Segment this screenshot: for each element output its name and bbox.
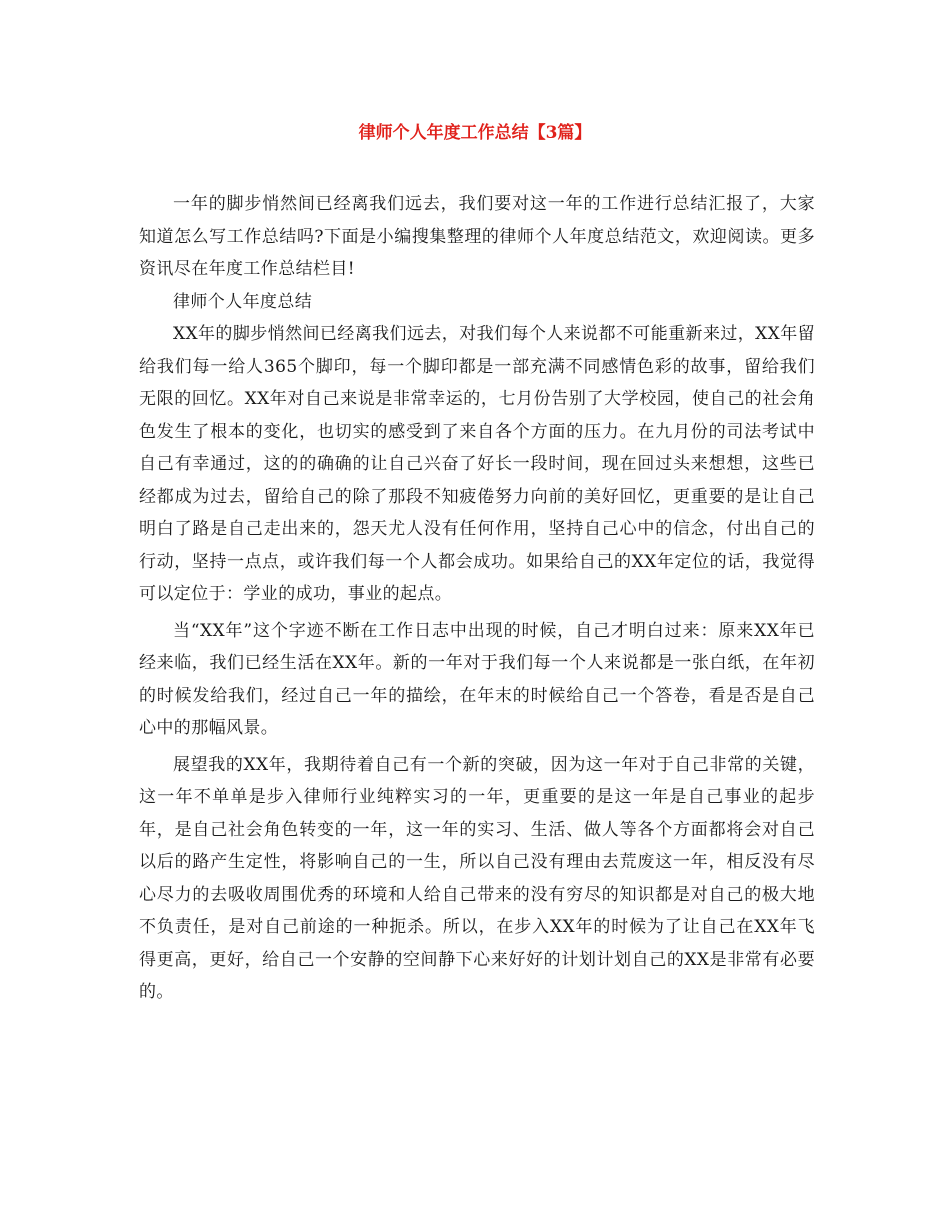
intro-paragraph: 一年的脚步悄然间已经离我们远去，我们要对这一年的工作进行总结汇报了，大家知道怎么写工作总结吗?下面是小编搜集整理的律师个人年度总结范文，欢迎阅读。更多资讯尽在年度工作总结栏目!: [139, 194, 815, 279]
document-title: 律师个人年度工作总结【3篇】: [358, 123, 592, 143]
document-body: [139, 188, 815, 1009]
section-heading: 律师个人年度总结: [173, 291, 313, 312]
body-paragraph: 当“XX年”这个字迹不断在工作日志中出现的时候，自己才明白过来：原来XX年已经来临，我们已经生活在XX年。新的一年对于我们每一个人来说都是一张白纸，在年初的时候发给我们，经过自己一年的描绘，在年末的时候给自己一个答卷，看是否是自己心中的那幅风景。: [139, 620, 815, 738]
body-paragraph: XX年的脚步悄然间已经离我们远去，对我们每个人来说都不可能重新来过，XX年留给我们每一给人365个脚印，每一个脚印都是一部充满不同感情色彩的故事，留给我们无限的回忆。XX年对自己来说是非常幸运的，七月份告别了大学校园，使自己的社会角色发生了根本的变化，也切实的感受到了来自各个方面的压力。在九月份的司法考试中自己有幸通过，这的的确确的让自己兴奋了好长一段时间，现在回过头来想想，这些已经都成为过去，留给自己的除了那段不知疲倦努力向前的美好回忆，更重要的是让自己明白了路是自己走出来的，怨天尤人没有任何作用，坚持自己心中的信念，付出自己的行动，坚持一点点，或许我们每一个人都会成功。如果给自己的XX年定位的话，我觉得可以定位于：学业的成功，事业的起点。: [139, 324, 815, 604]
body-paragraph: 展望我的XX年，我期待着自己有一个新的突破，因为这一年对于自己非常的关键，这一年不单单是步入律师行业纯粹实习的一年，更重要的是这一年是自己事业的起步年，是自己社会角色转变的一年，这一年的实习、生活、做人等各个方面都将会对自己以后的路产生定性，将影响自己的一生，所以自己没有理由去荒废这一年，相反没有尽心尽力的去吸收周围优秀的环境和人给自己带来的没有穷尽的知识都是对自己的极大地不负责任，是对自己前途的一种扼杀。所以，在步入XX年的时候为了让自己在XX年飞得更高，更好，给自己一个安静的空间静下心来好好的计划计划自己的XX是非常有必要的。: [139, 754, 815, 1002]
